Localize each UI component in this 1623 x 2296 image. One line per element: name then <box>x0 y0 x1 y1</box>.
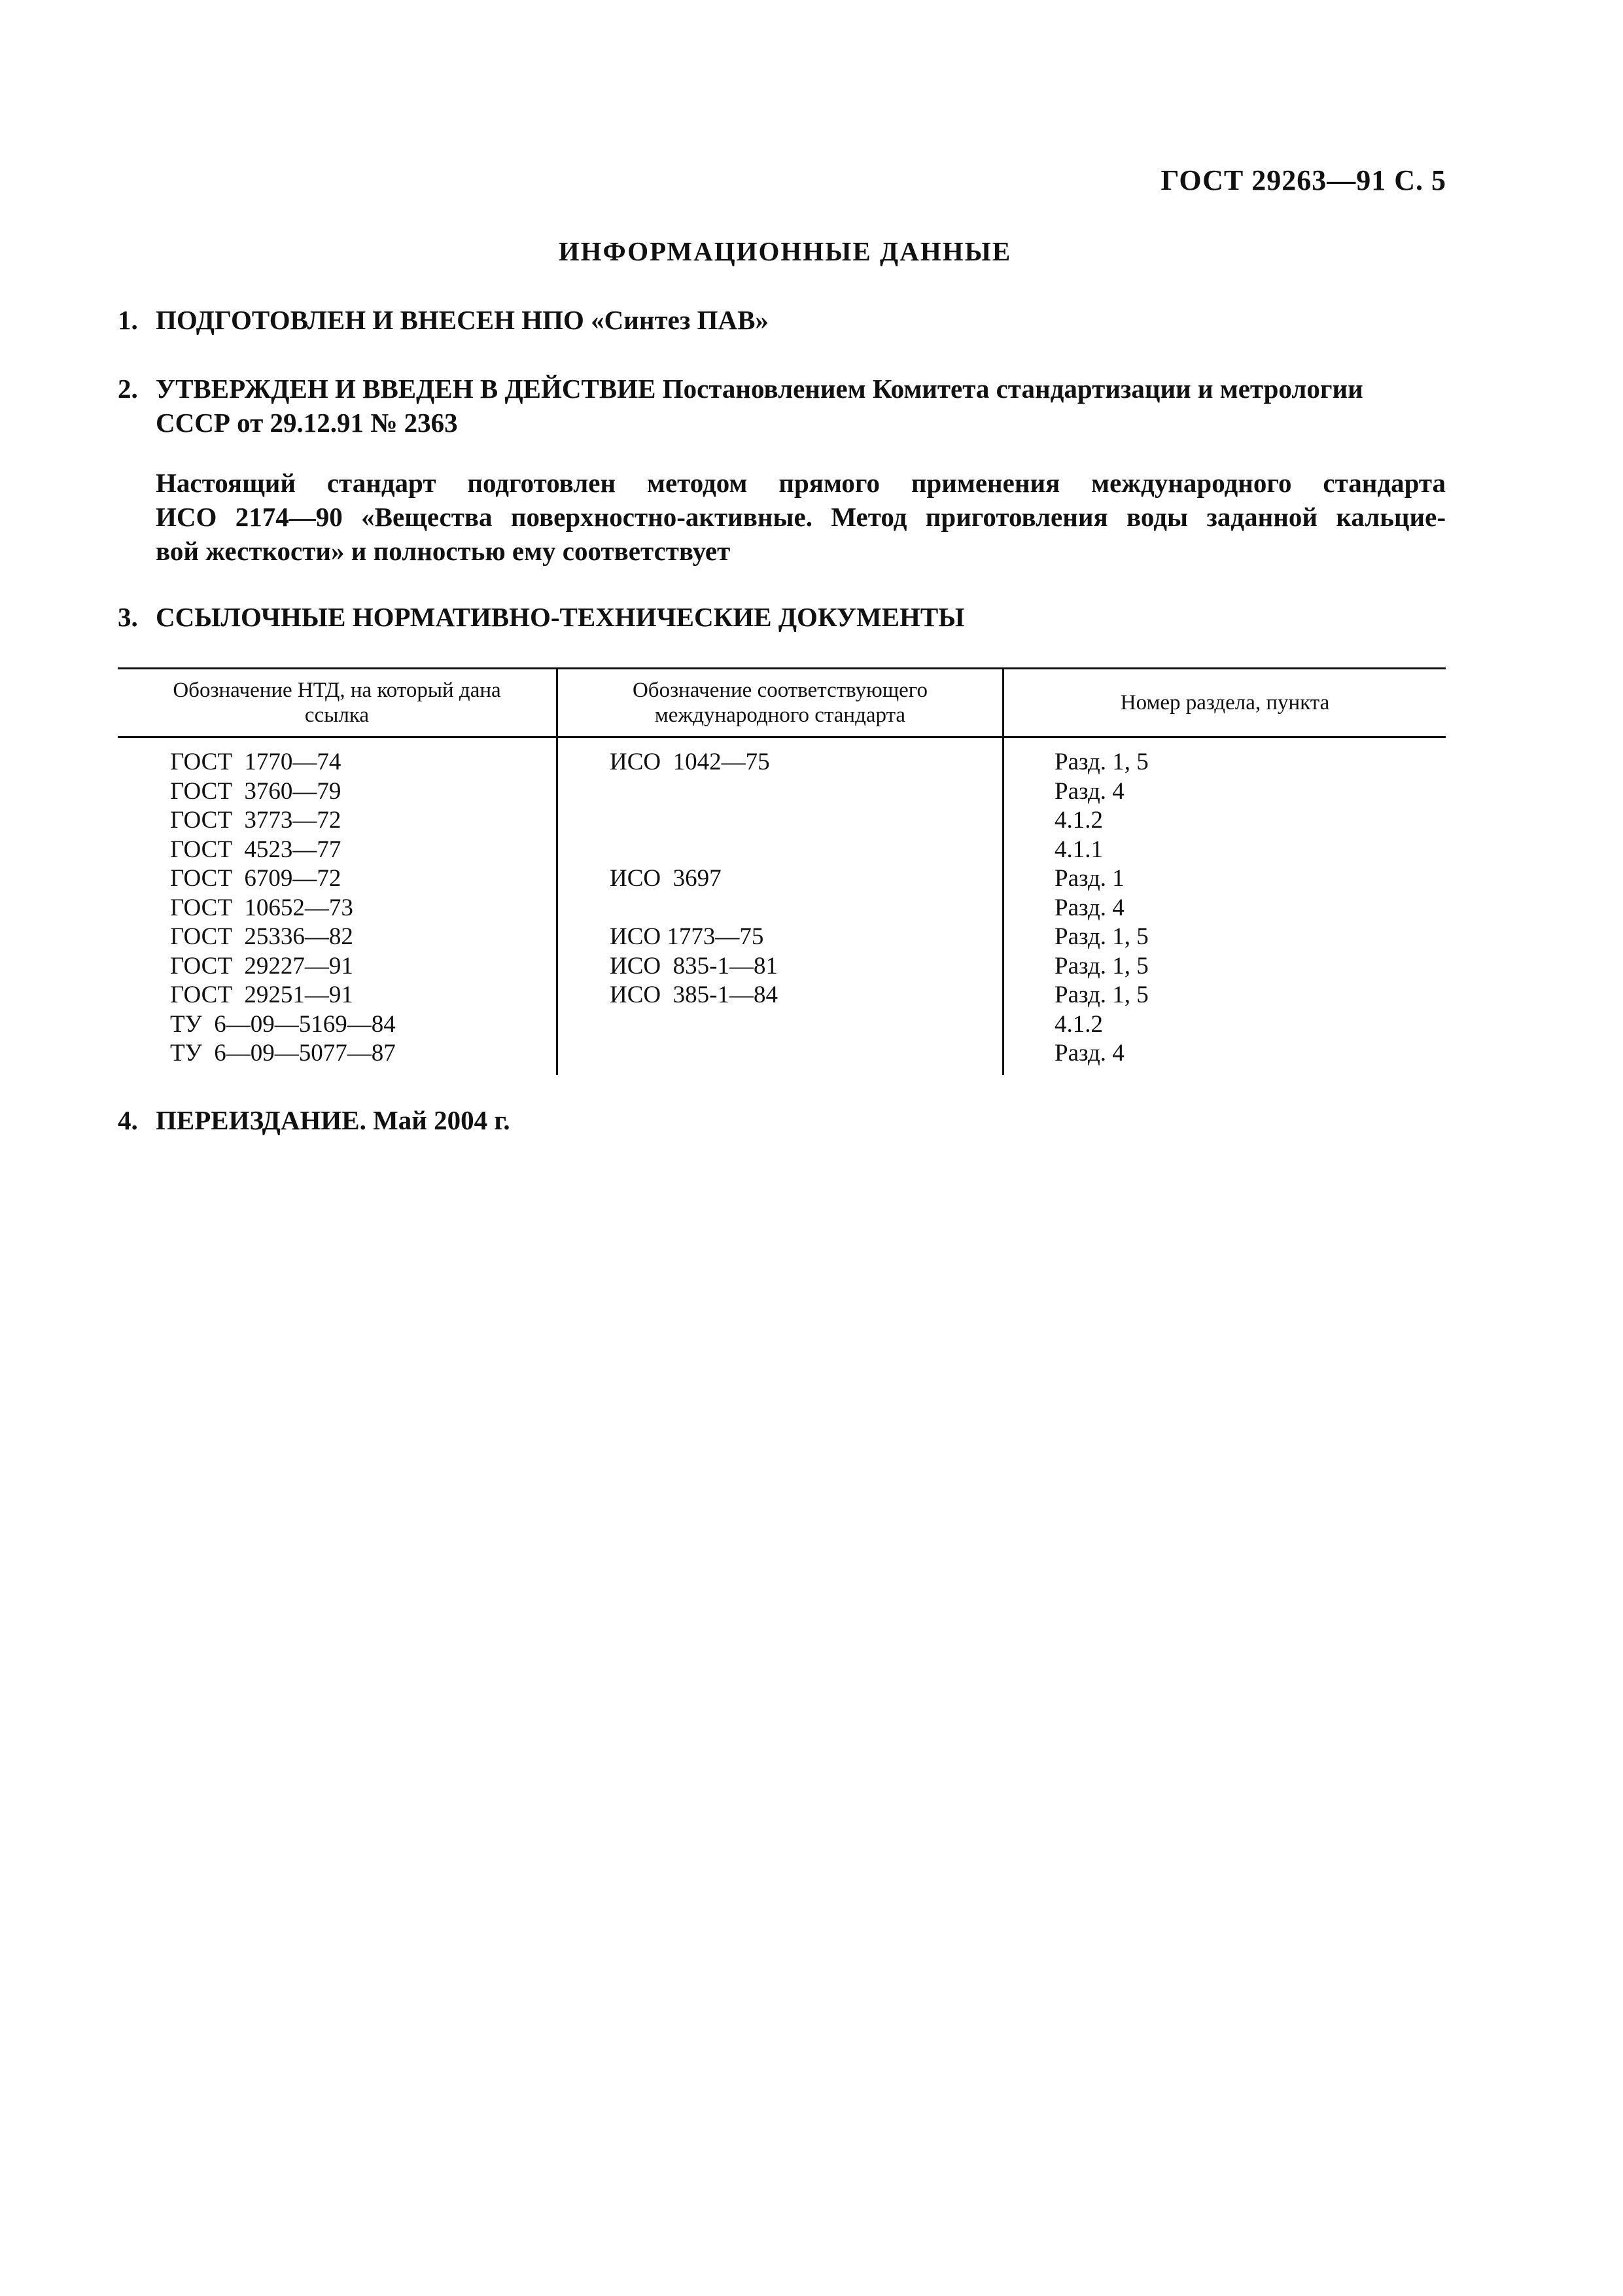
section-cell: 4.1.2 <box>1055 807 1103 834</box>
section-1 <box>118 303 1446 337</box>
iso-cell: ИСО 835-1—81 <box>610 952 778 980</box>
column-header-section-number <box>1004 669 1446 736</box>
table-row <box>118 836 1446 865</box>
ntd-cell: ГОСТ 3773—72 <box>170 807 341 834</box>
section-text: ПОДГОТОВЛЕН И ВНЕСЕН НПО «Синтез ПАВ» <box>156 305 769 335</box>
section-cell: Разд. 1 <box>1055 865 1125 892</box>
section-cell: Разд. 4 <box>1055 894 1125 921</box>
ntd-cell: ТУ 6—09—5169—84 <box>170 1010 396 1038</box>
table-row <box>118 1039 1446 1069</box>
ntd-cell: ТУ 6—09—5077—87 <box>170 1040 396 1067</box>
ntd-cell: ГОСТ 29251—91 <box>170 981 353 1008</box>
iso-cell: ИСО 1773—75 <box>610 923 764 950</box>
standard-note-paragraph <box>156 466 1446 568</box>
table-row <box>118 894 1446 923</box>
section-number: 3. <box>118 602 138 632</box>
header-line: Номер раздела, пункта <box>1120 691 1330 715</box>
iso-cell: ИСО 385-1—84 <box>610 981 778 1008</box>
table-row <box>118 1010 1446 1040</box>
section-number: 2. <box>118 374 138 404</box>
column-header-ntd <box>118 669 556 736</box>
header-line: ссылка <box>304 703 370 727</box>
section-cell: 4.1.2 <box>1055 1010 1103 1038</box>
paragraph-line: Настоящий стандарт подготовлен методом прямого применения международного стандарта <box>156 468 1446 498</box>
section-text: УТВЕРЖДЕН И ВВЕДЕН В ДЕЙСТВИЕ Постановлением Комитета стандартизации и метрологии <box>156 374 1363 404</box>
section-cell: 4.1.1 <box>1055 836 1103 863</box>
page-title: ИНФОРМАЦИОННЫЕ ДАННЫЕ <box>558 236 1012 266</box>
section-cell: Разд. 1, 5 <box>1055 923 1149 950</box>
table-row <box>118 748 1446 777</box>
section-2 <box>118 372 1446 440</box>
running-head: ГОСТ 29263—91 С. 5 <box>1161 164 1446 196</box>
ntd-cell: ГОСТ 29227—91 <box>170 952 353 980</box>
table-row <box>118 952 1446 981</box>
section-4 <box>118 1103 1446 1137</box>
table-row <box>118 981 1446 1010</box>
paragraph-line: вой жесткости» и полностью ему соответствует <box>156 536 731 566</box>
section-cell: Разд. 1, 5 <box>1055 749 1149 775</box>
ntd-cell: ГОСТ 3760—79 <box>170 777 341 805</box>
section-number: 1. <box>118 305 138 335</box>
section-cell: Разд. 1, 5 <box>1055 981 1149 1008</box>
header-line: Обозначение НТД, на который дана <box>173 679 501 702</box>
section-text: ССЫЛОЧНЫЕ НОРМАТИВНО-ТЕХНИЧЕСКИЕ ДОКУМЕНТЫ <box>156 602 965 632</box>
section-cell: Разд. 1, 5 <box>1055 952 1149 980</box>
section-number: 4. <box>118 1105 138 1135</box>
table-row <box>118 777 1446 807</box>
column-header-international-standard <box>558 669 1002 736</box>
iso-cell: ИСО 3697 <box>610 865 722 892</box>
section-text: ПЕРЕИЗДАНИЕ. Май 2004 г. <box>156 1105 510 1135</box>
references-table <box>118 667 1446 1075</box>
section-cell: Разд. 4 <box>1055 1040 1125 1067</box>
table-row <box>118 923 1446 952</box>
iso-cell: ИСО 1042—75 <box>610 749 770 775</box>
ntd-cell: ГОСТ 10652—73 <box>170 894 353 921</box>
section-3 <box>118 600 1446 634</box>
table-body <box>118 748 1446 1069</box>
paragraph-line: ИСО 2174—90 «Вещества поверхностно-активные. Метод приготовления воды заданной кальцие- <box>156 502 1446 532</box>
section-cell: Разд. 4 <box>1055 777 1125 805</box>
ntd-cell: ГОСТ 6709—72 <box>170 865 341 892</box>
table-row <box>118 806 1446 836</box>
ntd-cell: ГОСТ 4523—77 <box>170 836 341 863</box>
section-text-continuation: СССР от 29.12.91 № 2363 <box>156 408 458 438</box>
table-header <box>118 669 1446 738</box>
ntd-cell: ГОСТ 1770—74 <box>170 749 341 775</box>
header-line: Обозначение соответствующего <box>632 679 928 702</box>
ntd-cell: ГОСТ 25336—82 <box>170 923 353 950</box>
header-line: международного стандарта <box>654 703 906 727</box>
table-row <box>118 864 1446 894</box>
